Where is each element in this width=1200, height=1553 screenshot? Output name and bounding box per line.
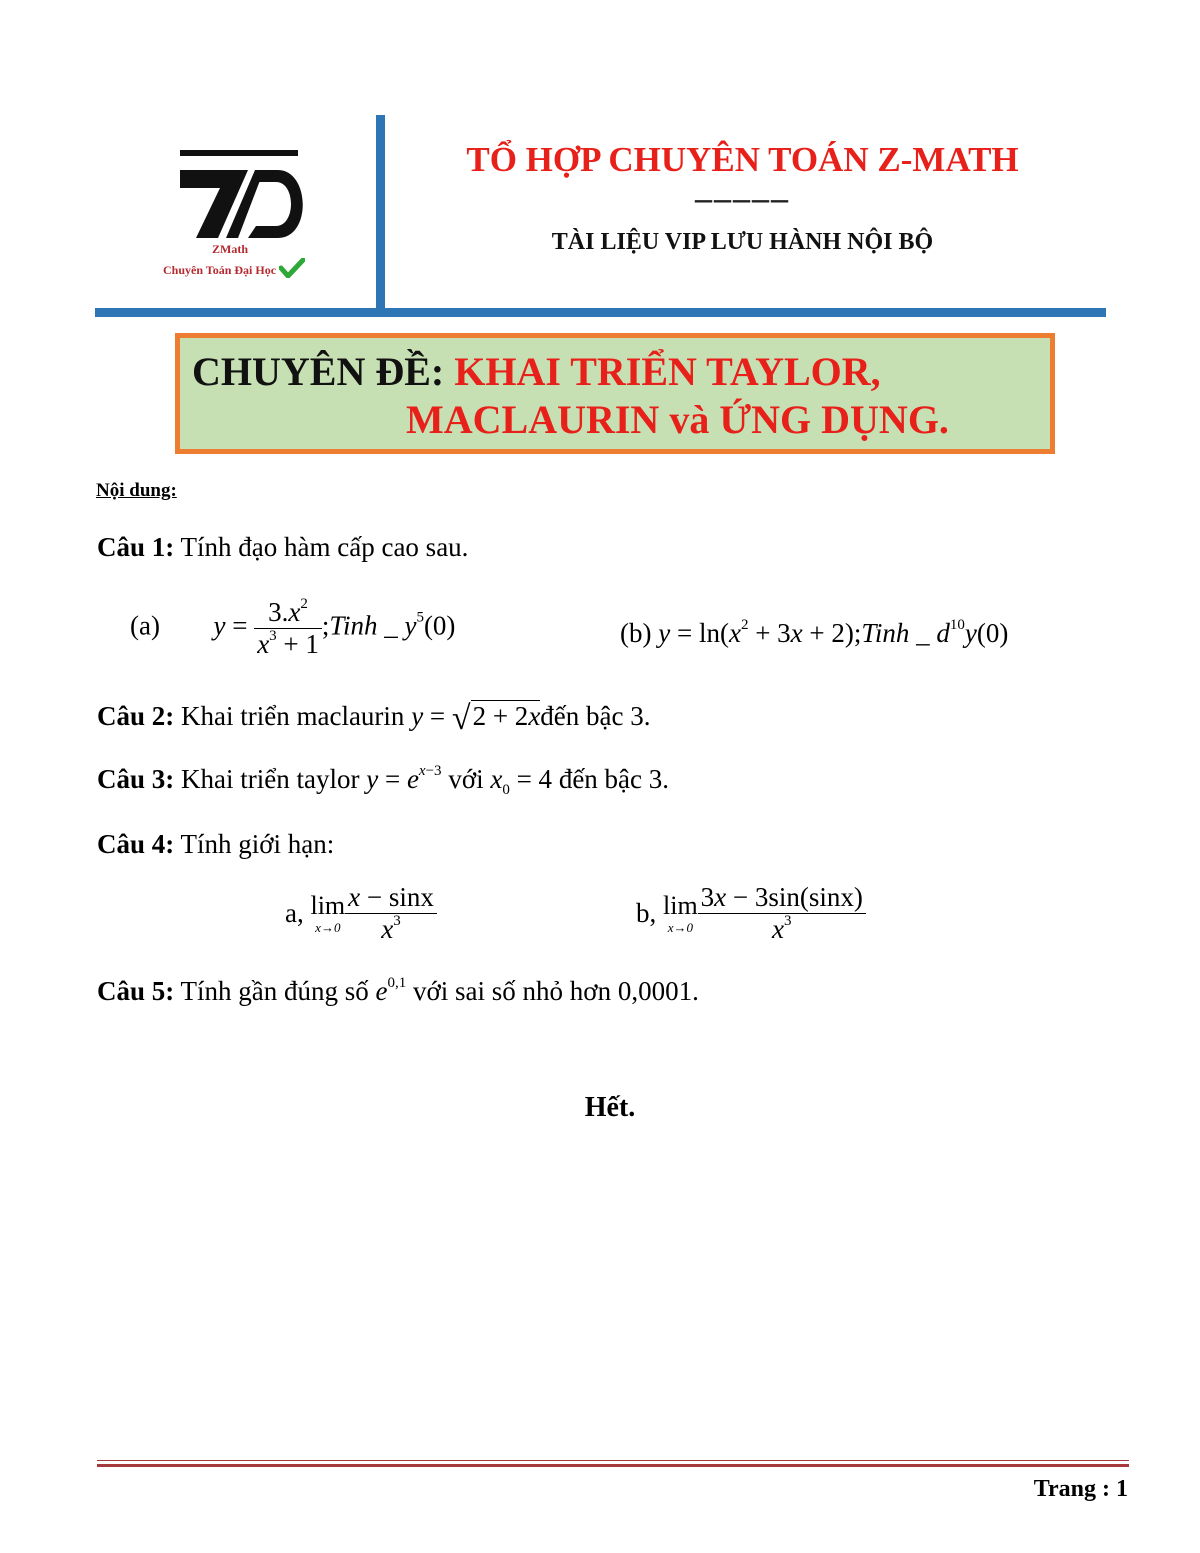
org-title: TỔ HỢP CHUYÊN TOÁN Z-MATH <box>466 140 1019 179</box>
question-3-text-after: đến bậc 3. <box>558 764 670 794</box>
checkmark-icon <box>279 258 305 278</box>
page-number: Trang : 1 <box>1033 1476 1128 1502</box>
topic-line-1 <box>192 348 881 395</box>
limit-b-label: b, <box>636 898 657 928</box>
question-4-label: Câu 4: <box>97 829 175 859</box>
footer-rule-thick <box>97 1464 1129 1467</box>
question-5-label: Câu 5: <box>97 976 175 1006</box>
header-vertical-divider <box>376 115 385 308</box>
logo-tagline: Chuyên Toán Đại Học <box>163 258 305 278</box>
question-4-part-b <box>636 882 866 945</box>
end-text: Hết. <box>584 1092 636 1123</box>
part-b-label: (b) <box>620 618 652 648</box>
fraction-a: $\frac{3.x^2}{x^3 + 1}$ <box>254 597 322 660</box>
sqrt-expression: √2 + 2x <box>451 700 541 737</box>
question-3: Câu 3: Khai triển taylor $y = e^{x-3}$ với $x_0 = 4$ đến bậc 3. <box>97 763 670 798</box>
topic-box <box>175 333 1055 454</box>
limit-a-label: a, <box>285 898 304 928</box>
question-3-with: với <box>448 764 484 794</box>
org-subtitle: TÀI LIỆU VIP LƯU HÀNH NỘI BỘ <box>551 229 934 255</box>
question-4-text: Tính giới hạn: <box>180 829 335 859</box>
question-2-text-before: Khai triển maclaurin <box>181 701 405 731</box>
question-2: Câu 2: Khai triển maclaurin y = √2 + 2xđến bậc 3. <box>97 700 651 737</box>
question-1 <box>97 532 468 563</box>
topic-prefix: CHUYÊN ĐỀ: <box>192 349 445 394</box>
logo-name: ZMath <box>212 242 248 256</box>
zd-logo-mark-icon <box>160 148 330 243</box>
question-4-part-a <box>285 882 437 945</box>
limit-a-operator: lim x→0 <box>310 891 346 935</box>
question-5: Câu 5: Tính gần đúng số $e^{0,1}$ với sai số nhỏ hơn 0,0001. <box>97 975 699 1006</box>
zmath-logo <box>160 148 330 278</box>
limit-b-operator: lim x→0 <box>663 891 698 935</box>
question-4 <box>97 829 334 860</box>
question-2-label: Câu 2: <box>97 701 175 731</box>
question-3-text-before: Khai triển taylor <box>181 764 360 794</box>
question-5-text-after: với sai số nhỏ hơn 0,0001. <box>413 976 699 1006</box>
footer-rule-thin <box>97 1460 1129 1461</box>
question-2-text-after: đến bậc 3. <box>540 701 651 731</box>
part-a-label: (a) <box>130 610 160 641</box>
org-dash-separator: ––––– <box>695 180 790 217</box>
question-5-text-before: Tính gần đúng số <box>180 976 369 1006</box>
topic-title-2: MACLAURIN và ỨNG DỤNG. <box>406 397 949 442</box>
limit-a-fraction: $\frac{x - \sin x}{x^3}$ <box>345 882 437 945</box>
tinh-label-b: Tinh <box>861 618 910 648</box>
question-1-part-a: (a) y = $\frac{3.x^2}{x^3 + 1}$ ;Tinh _ $y^5(0)$ <box>130 596 456 659</box>
header-horizontal-divider <box>95 308 1106 317</box>
limit-b-fraction: $\frac{3x - 3\sin(\sin x)}{x^3}$ <box>698 882 866 945</box>
topic-title-1: KHAI TRIỂN TAYLOR, <box>454 349 881 394</box>
question-1-label: Câu 1: <box>97 532 175 562</box>
content-label: Nội dung: <box>96 480 177 501</box>
tinh-label-a: Tinh <box>329 610 378 641</box>
question-3-label: Câu 3: <box>97 764 175 794</box>
question-1-part-b: (b) $y = \ln(x^2 + 3x$ + 2);Tinh _ $d^{10}y(0)$ <box>620 617 1009 648</box>
question-1-text: Tính đạo hàm cấp cao sau. <box>180 532 469 562</box>
